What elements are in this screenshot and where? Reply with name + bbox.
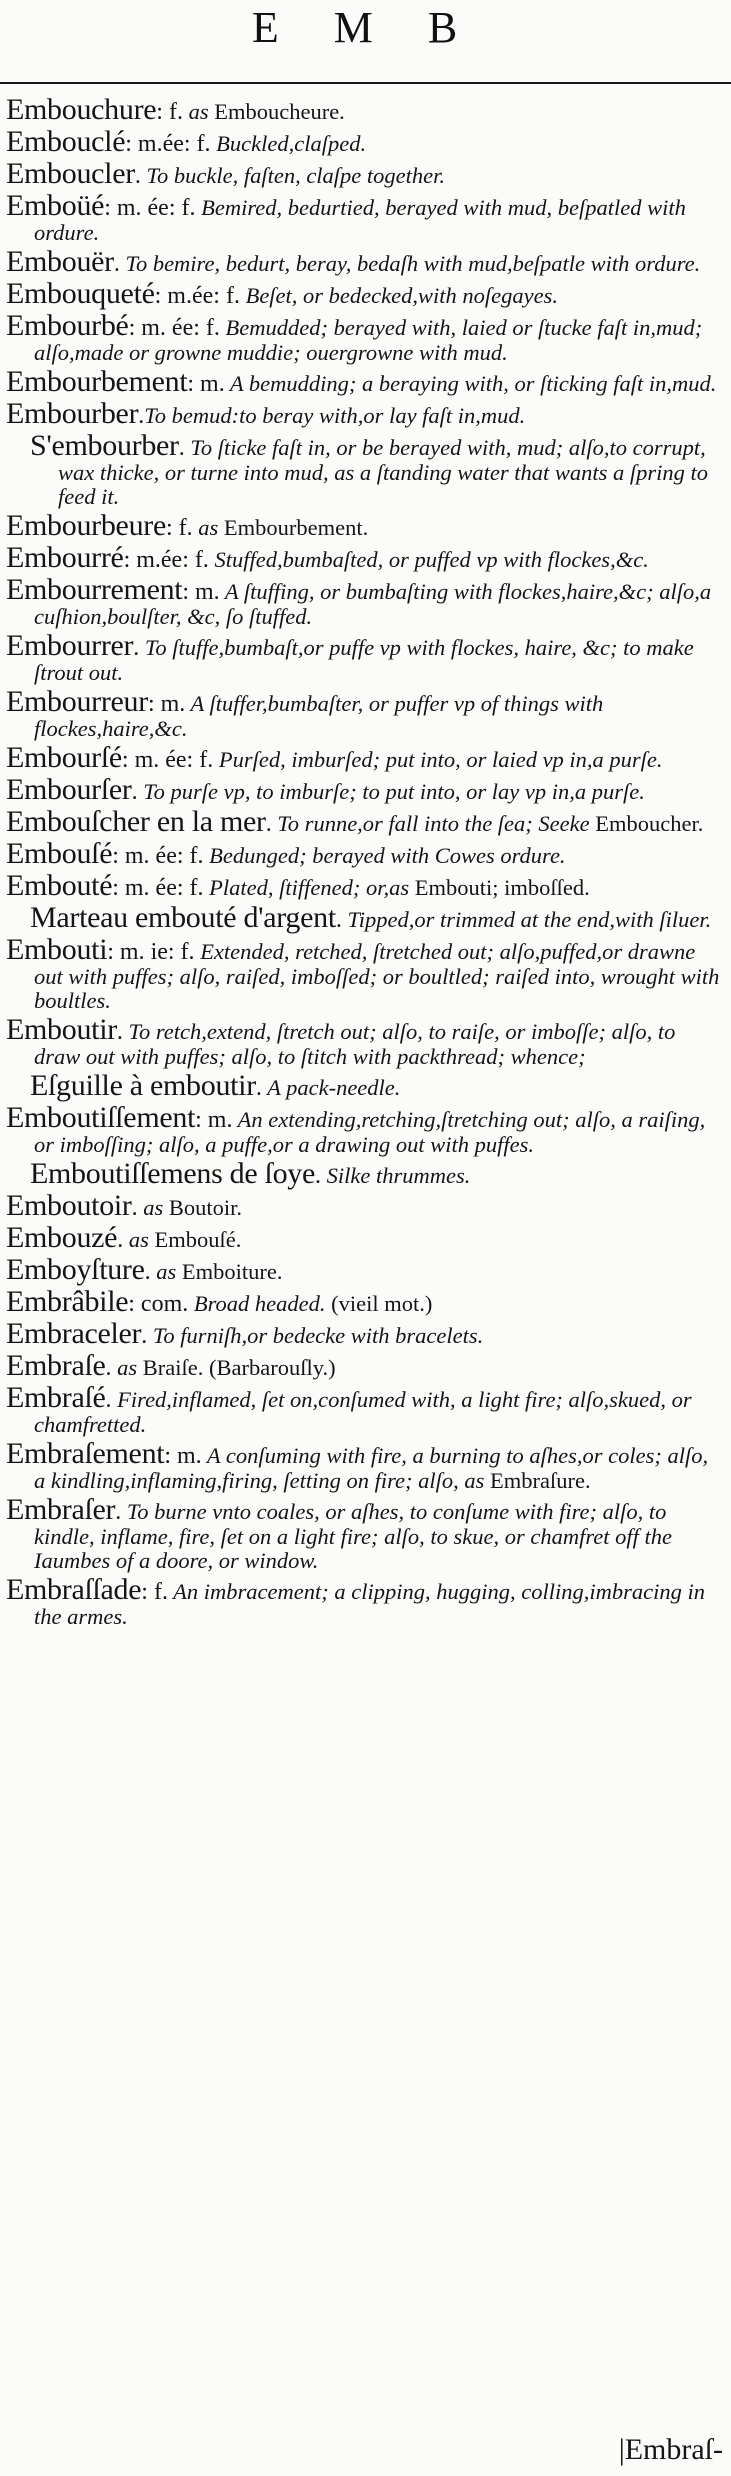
- dictionary-entry: [6, 1189, 724, 1222]
- entry-grammar: : m. ée: f.: [112, 843, 204, 869]
- entry-definition: Buckled,claſped.: [210, 131, 367, 156]
- entry-grammar: : f.: [141, 1579, 168, 1605]
- entry-list: [6, 95, 724, 1631]
- entry-definition: Broad headed.: [188, 1291, 326, 1316]
- entry-grammar: : f.: [156, 99, 183, 125]
- entry-definition: Bedunged; berayed with Cowes ordure.: [203, 843, 566, 868]
- dictionary-entry: [6, 309, 724, 365]
- entry-headword: Embraceler: [6, 1317, 142, 1350]
- dictionary-entry: [6, 1013, 724, 1069]
- entry-headword: Embourré: [6, 541, 124, 574]
- entry-definition: To retch,extend, ſtretch out; alſo, to raiſe, or imboſſe; alſo, to draw out with puffes; alſo, to ſtitch with packthread; whence;: [34, 1019, 676, 1069]
- entry-definition: Beſet, or bedecked,with noſegayes.: [239, 283, 558, 308]
- entry-grammar: .: [116, 1019, 123, 1045]
- entry-definition: To ſticke faſt in, or be berayed with, mud; alſo,to corrupt, wax thicke, or turne into mud, as a ſtanding water that wants a ſpring to feed it.: [58, 435, 708, 509]
- entry-headword: Embourreur: [6, 685, 148, 718]
- entry-grammar: .: [105, 1355, 112, 1381]
- entry-definition: Extended, retched, ſtretched out; alſo,puffed,or drawne out with puffes; alſo, raiſed, imboſſed; or boultled; raiſed into, wrought with boultles.: [34, 939, 720, 1013]
- running-head: E M B: [251, 3, 480, 52]
- entry-grammar: .: [144, 1259, 151, 1285]
- dictionary-entry: [6, 837, 724, 870]
- entry-tail: Emboucher.: [589, 811, 704, 836]
- entry-headword: Embouqueté: [6, 277, 155, 310]
- entry-headword: Embouchure: [6, 93, 157, 126]
- entry-tail: Embouti; imboſſed.: [409, 875, 590, 900]
- dictionary-entry: [6, 1221, 724, 1254]
- entry-headword: Embraſe: [6, 1349, 106, 1382]
- entry-tail: (vieil mot.): [325, 1291, 433, 1316]
- entry-headword: Embourber: [6, 397, 139, 430]
- entry-headword: Embourſé: [6, 741, 122, 774]
- dictionary-entry: [6, 365, 724, 398]
- entry-definition: Fired,inflamed, ſet on,conſumed with, a light fire; alſo,skued, or chamfretted.: [34, 1387, 692, 1437]
- entry-headword: S'embourber: [30, 429, 179, 462]
- entry-tail: Emboucheure.: [208, 99, 345, 124]
- entry-headword: Embouſcher en la mer: [6, 805, 266, 838]
- entry-definition: as: [182, 99, 209, 124]
- entry-headword: Eſguille à emboutir: [30, 1069, 256, 1102]
- dictionary-entry: [6, 1493, 724, 1573]
- dictionary-entry: [6, 685, 724, 741]
- entry-headword: Embraſſade: [6, 1573, 142, 1606]
- entry-definition: Silke thrummes.: [321, 1163, 471, 1188]
- entry-definition: To furniſh,or bedecke with bracelets.: [147, 1323, 484, 1348]
- entry-grammar: : m.ée: f.: [123, 547, 209, 573]
- entry-grammar: .: [255, 1075, 262, 1101]
- dictionary-entry: [6, 629, 724, 685]
- entry-headword: Embouté: [6, 869, 113, 902]
- entry-grammar: .: [105, 1387, 112, 1413]
- entry-grammar: : m.ée: f.: [154, 283, 240, 309]
- dictionary-entry: [6, 93, 724, 126]
- entry-definition: A bemudding; a beraying with, or ſticking faſt in,mud.: [224, 371, 717, 396]
- entry-headword: Embraſé: [6, 1381, 106, 1414]
- entry-headword: Emboutiſſemens de ſoye: [30, 1157, 316, 1190]
- entry-headword: Embouzé: [6, 1221, 118, 1254]
- entry-definition: as: [150, 1259, 177, 1284]
- entry-grammar: .: [138, 403, 145, 429]
- entry-grammar: : m. ie: f.: [107, 939, 195, 965]
- entry-headword: Embouër: [6, 245, 114, 278]
- entry-grammar: : m. ée: f.: [128, 315, 220, 341]
- entry-grammar: : com.: [128, 1291, 189, 1317]
- entry-headword: Embraſement: [6, 1437, 165, 1470]
- dictionary-entry: [6, 573, 724, 629]
- entry-definition: To runne,or fall into the ſea; Seeke: [271, 811, 590, 836]
- dictionary-entry: [6, 397, 724, 430]
- entry-headword: Embouclé: [6, 125, 126, 158]
- entry-headword: Embrâbile: [6, 1285, 129, 1318]
- entry-headword: Marteau embouté d'argent: [30, 901, 336, 934]
- entry-definition: as: [137, 1195, 164, 1220]
- entry-headword: Emboutoir: [6, 1189, 132, 1222]
- entry-grammar: : m.ée: f.: [125, 131, 211, 157]
- dictionary-entry: [6, 933, 724, 1013]
- dictionary-entry: [6, 189, 724, 245]
- entry-grammar: .: [178, 435, 185, 461]
- dictionary-entry: [6, 125, 724, 158]
- dictionary-entry: [6, 245, 724, 278]
- entry-definition: To bemire, bedurt, beray, bedaſh with mud,beſpatle with ordure.: [119, 251, 701, 276]
- entry-definition: To ſtuffe,bumbaſt,or puffe vp with flockes, haire, &c; to make ſtrout out.: [34, 635, 694, 685]
- dictionary-entry: [6, 157, 724, 190]
- entry-headword: Emboutir: [6, 1013, 117, 1046]
- entry-grammar: .: [117, 1227, 124, 1253]
- entry-grammar: : m. ée: f.: [112, 875, 204, 901]
- header-rule: [0, 82, 731, 84]
- entry-grammar: .: [315, 1163, 322, 1189]
- catchword: |Embraſ-: [618, 2433, 723, 2466]
- entry-definition: A conſuming with fire, a burning to aſhes,or coles; alſo, a kindling,inflaming,firing, ſetting on fire; alſo, as: [34, 1443, 709, 1493]
- dictionary-entry: [6, 1381, 724, 1437]
- dictionary-subentry: [30, 1069, 724, 1102]
- entry-definition: To bemud:to beray with,or lay faſt in,mud.: [144, 403, 526, 428]
- dictionary-entry: [6, 805, 724, 838]
- dictionary-entry: [6, 869, 724, 902]
- entry-grammar: .: [131, 779, 138, 805]
- entry-headword: Embourbé: [6, 309, 129, 342]
- dictionary-subentry: [30, 901, 724, 934]
- entry-grammar: .: [335, 907, 342, 933]
- entry-headword: Emboucler: [6, 157, 135, 190]
- entry-grammar: .: [134, 163, 141, 189]
- dictionary-entry: [6, 1101, 724, 1157]
- entry-definition: Purſed, imburſed; put into, or laied vp in,a purſe.: [213, 747, 663, 772]
- dictionary-subentry: [30, 1157, 724, 1190]
- entry-grammar: : m.: [182, 579, 220, 605]
- entry-definition: Bemudded; berayed with, laied or ſtucke faſt in,mud; alſo,made or growne muddie; ouergrowne with mud.: [34, 315, 703, 365]
- entry-grammar: : m.: [187, 371, 225, 397]
- dictionary-entry: [6, 541, 724, 574]
- entry-definition: To buckle, faſten, claſpe together.: [140, 163, 446, 188]
- entry-definition: To purſe vp, to imburſe; to put into, or lay vp in,a purſe.: [137, 779, 645, 804]
- dictionary-entry: [6, 1349, 724, 1382]
- entry-definition: A ſtuffing, or bumbaſting with flockes,haire,&c; alſo,a cuſhion,boulſter, &c, ſo ſtuffed.: [34, 579, 712, 629]
- dictionary-entry: [6, 1285, 724, 1318]
- entry-tail: Embraſure.: [484, 1468, 591, 1493]
- entry-definition: A ſtuffer,bumbaſter, or puffer vp of things with flockes,haire,&c.: [34, 691, 604, 741]
- dictionary-entry: [6, 1437, 724, 1493]
- entry-tail: Emboiture.: [176, 1259, 283, 1284]
- entry-headword: Embourrement: [6, 573, 183, 606]
- entry-grammar: : m.: [164, 1443, 202, 1469]
- dictionary-entry: [6, 1253, 724, 1286]
- dictionary-entry: [6, 1573, 724, 1629]
- entry-headword: Embourbeure: [6, 509, 166, 542]
- entry-definition: A pack-needle.: [261, 1075, 401, 1100]
- entry-grammar: .: [115, 1499, 122, 1525]
- dictionary-entry: [6, 773, 724, 806]
- entry-grammar: .: [131, 1195, 138, 1221]
- dictionary-entry: [6, 509, 724, 542]
- entry-grammar: .: [141, 1323, 148, 1349]
- entry-grammar: : m. ée: f.: [104, 195, 196, 221]
- entry-definition: An imbracement; a clipping, hugging, colling,imbracing in the armes.: [34, 1579, 705, 1629]
- entry-grammar: .: [265, 811, 272, 837]
- entry-grammar: : m.: [195, 1107, 233, 1133]
- entry-headword: Embouſé: [6, 837, 113, 870]
- dictionary-entry: [6, 1317, 724, 1350]
- entry-grammar: : f.: [165, 515, 193, 541]
- dictionary-subentry: [30, 429, 724, 509]
- entry-tail: Boutoir.: [163, 1195, 243, 1220]
- entry-grammar: : m.: [147, 691, 186, 717]
- entry-definition: Tipped,or trimmed at the end,with ſiluer.: [341, 907, 712, 932]
- entry-definition: Stuffed,bumbaſted, or puffed vp with flockes,&c.: [208, 547, 649, 572]
- entry-tail: Braiſe. (Barbarouſly.): [137, 1355, 336, 1380]
- entry-grammar: : m. ée: f.: [121, 747, 214, 773]
- entry-grammar: .: [113, 251, 120, 277]
- entry-headword: Embourſer: [6, 773, 132, 806]
- entry-headword: Embourbement: [6, 365, 188, 398]
- entry-definition: as: [123, 1227, 149, 1252]
- entry-headword: Emboutiſſement: [6, 1101, 196, 1134]
- entry-tail: Embouſé.: [148, 1227, 242, 1252]
- dictionary-entry: [6, 741, 724, 774]
- entry-headword: Emboüé: [6, 189, 105, 222]
- entry-definition: as: [192, 515, 219, 540]
- entry-tail: Embourbement.: [218, 515, 369, 540]
- entry-definition: as: [111, 1355, 138, 1380]
- entry-definition: Plated, ſtiffened; or,as: [203, 875, 410, 900]
- entry-headword: Embouti: [6, 933, 108, 966]
- dictionary-entry: [6, 277, 724, 310]
- entry-definition: Bemired, bedurtied, berayed with mud, beſpatled with ordure.: [34, 195, 686, 245]
- entry-grammar: .: [133, 635, 140, 661]
- entry-definition: To burne vnto coales, or aſhes, to conſume with fire; alſo, to kindle, inflame, fire, ſet on a light fire; alſo, to skue, or chamfret off the Iaumbes of a doore, or window.: [34, 1499, 673, 1573]
- entry-headword: Emboyſture: [6, 1253, 145, 1286]
- entry-headword: Embourrer: [6, 629, 134, 662]
- entry-definition: An extending,retching,ſtretching out; alſo, a raiſing, or imboſſing; alſo, a puffe,or a drawing out with puffes.: [34, 1107, 706, 1157]
- entry-headword: Embraſer: [6, 1493, 116, 1526]
